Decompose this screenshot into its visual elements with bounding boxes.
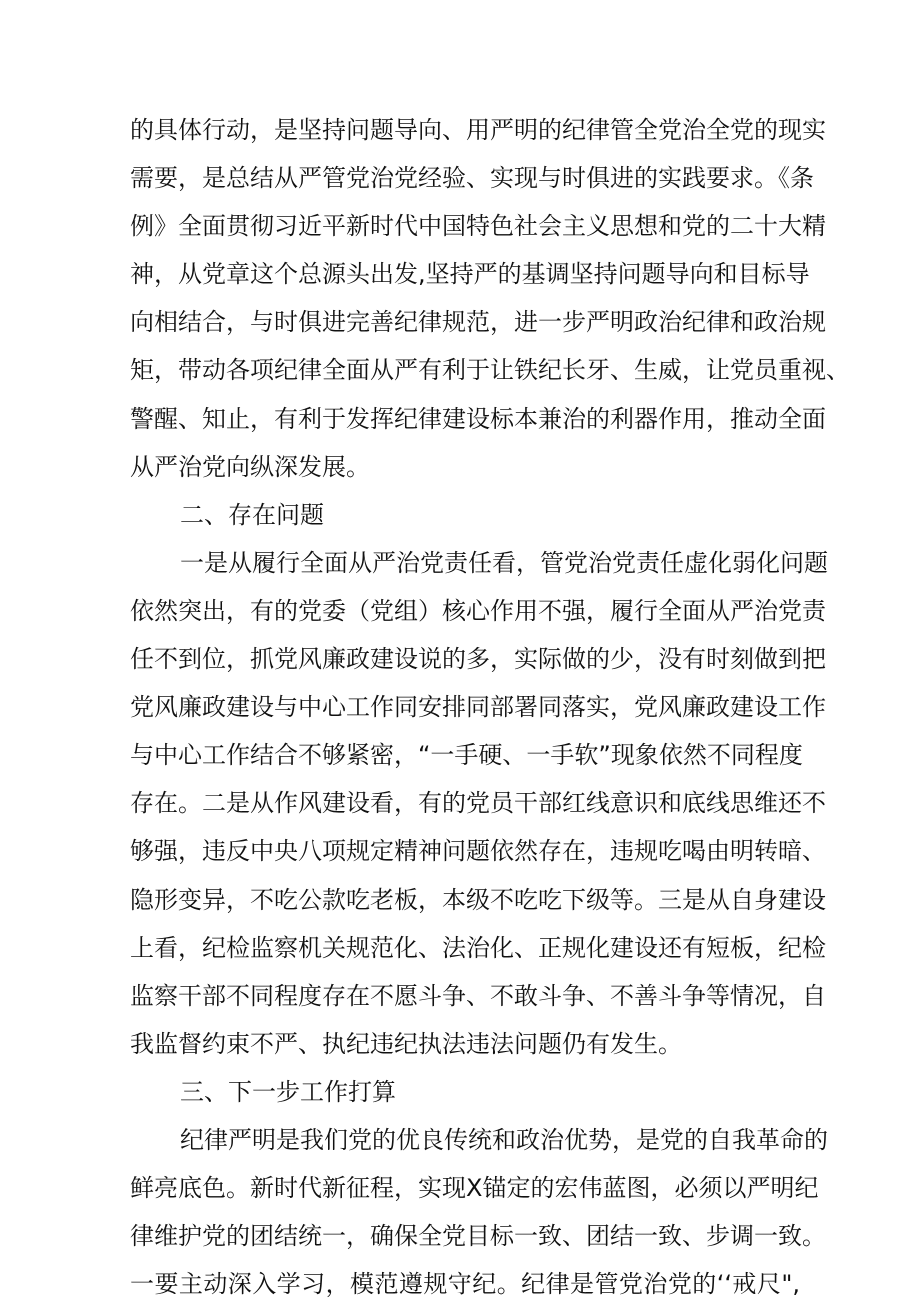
body-text: [130, 106, 850, 1308]
text-line: 隐形变异，不吃公款吃老板，本级不吃吃下级等。三是从自身建设: [130, 885, 826, 914]
text-line: 鲜亮底色。新时代新征程，实现X锚定的宏伟蓝图，必须以严明纪: [130, 1174, 819, 1203]
text-line: 矩，带动各项纪律全面从严有利于让铁纪长牙、生威，让党员重视、: [130, 356, 850, 385]
text-line: 存在。二是从作风建设看，有的党员干部红线意识和底线思维还不: [130, 789, 826, 818]
text-line: 向相结合，与时俱进完善纪律规范，进一步严明政治纪律和政治规: [130, 308, 826, 337]
text-line: 我监督约束不严、执纪违纪执法违法问题仍有发生。: [130, 1029, 682, 1058]
text-line: 从严治党向纵深发展。: [130, 452, 370, 481]
text-line: 例》全面贯彻习近平新时代中国特色社会主义思想和党的二十大精: [130, 212, 826, 241]
text-line: 警醒、知止，有利于发挥纪律建设标本兼治的利器作用，推动全面: [130, 404, 826, 433]
text-line: 的具体行动，是坚持问题导向、用严明的纪律管全党治全党的现实: [130, 116, 826, 144]
text-line: 上看，纪检监察机关规范化、法治化、正规化建设还有短板，纪检: [130, 933, 826, 962]
text-line: 够强，违反中央八项规定精神问题依然存在，违规吃喝由明转暗、: [130, 837, 826, 866]
text-line: 任不到位，抓党风廉政建设说的多，实际做的少，没有时刻做到把: [130, 645, 826, 674]
paragraph-first-line: 纪律严明是我们党的优良传统和政治优势，是党的自我革命的: [180, 1125, 828, 1154]
text-line: 一要主动深入学习，模范遵规守纪。纪律是管党治党的‘‘戒尺",: [130, 1270, 800, 1299]
text-line: 监察干部不同程度存在不愿斗争、不敢斗争、不善斗争等情况，自: [130, 981, 826, 1010]
section-heading-2: 二、存在问题: [180, 500, 324, 529]
text-line: 党风廉政建设与中心工作同安排同部署同落实，党风廉政建设工作: [130, 693, 826, 722]
text-line: 需要，是总结从严管党治党经验、实现与时俱进的实践要求。《条: [130, 164, 814, 193]
text-line: 依然突出，有的党委（党组）核心作用不强，履行全面从严治党责: [130, 596, 826, 625]
text-line: 律维护党的团结统一，确保全党目标一致、团结一致、步调一致。: [130, 1222, 826, 1251]
text-line: 神，从党章这个总源头出发,坚持严的基调坚持问题导向和目标导: [130, 260, 810, 289]
paragraph-first-line: 一是从履行全面从严治党责任看，管党治党责任虚化弱化问题: [180, 548, 828, 577]
section-heading-3: 三、下一步工作打算: [180, 1077, 396, 1106]
text-line: 与中心工作结合不够紧密，“一手硬、一手软”现象依然不同程度: [130, 741, 803, 770]
